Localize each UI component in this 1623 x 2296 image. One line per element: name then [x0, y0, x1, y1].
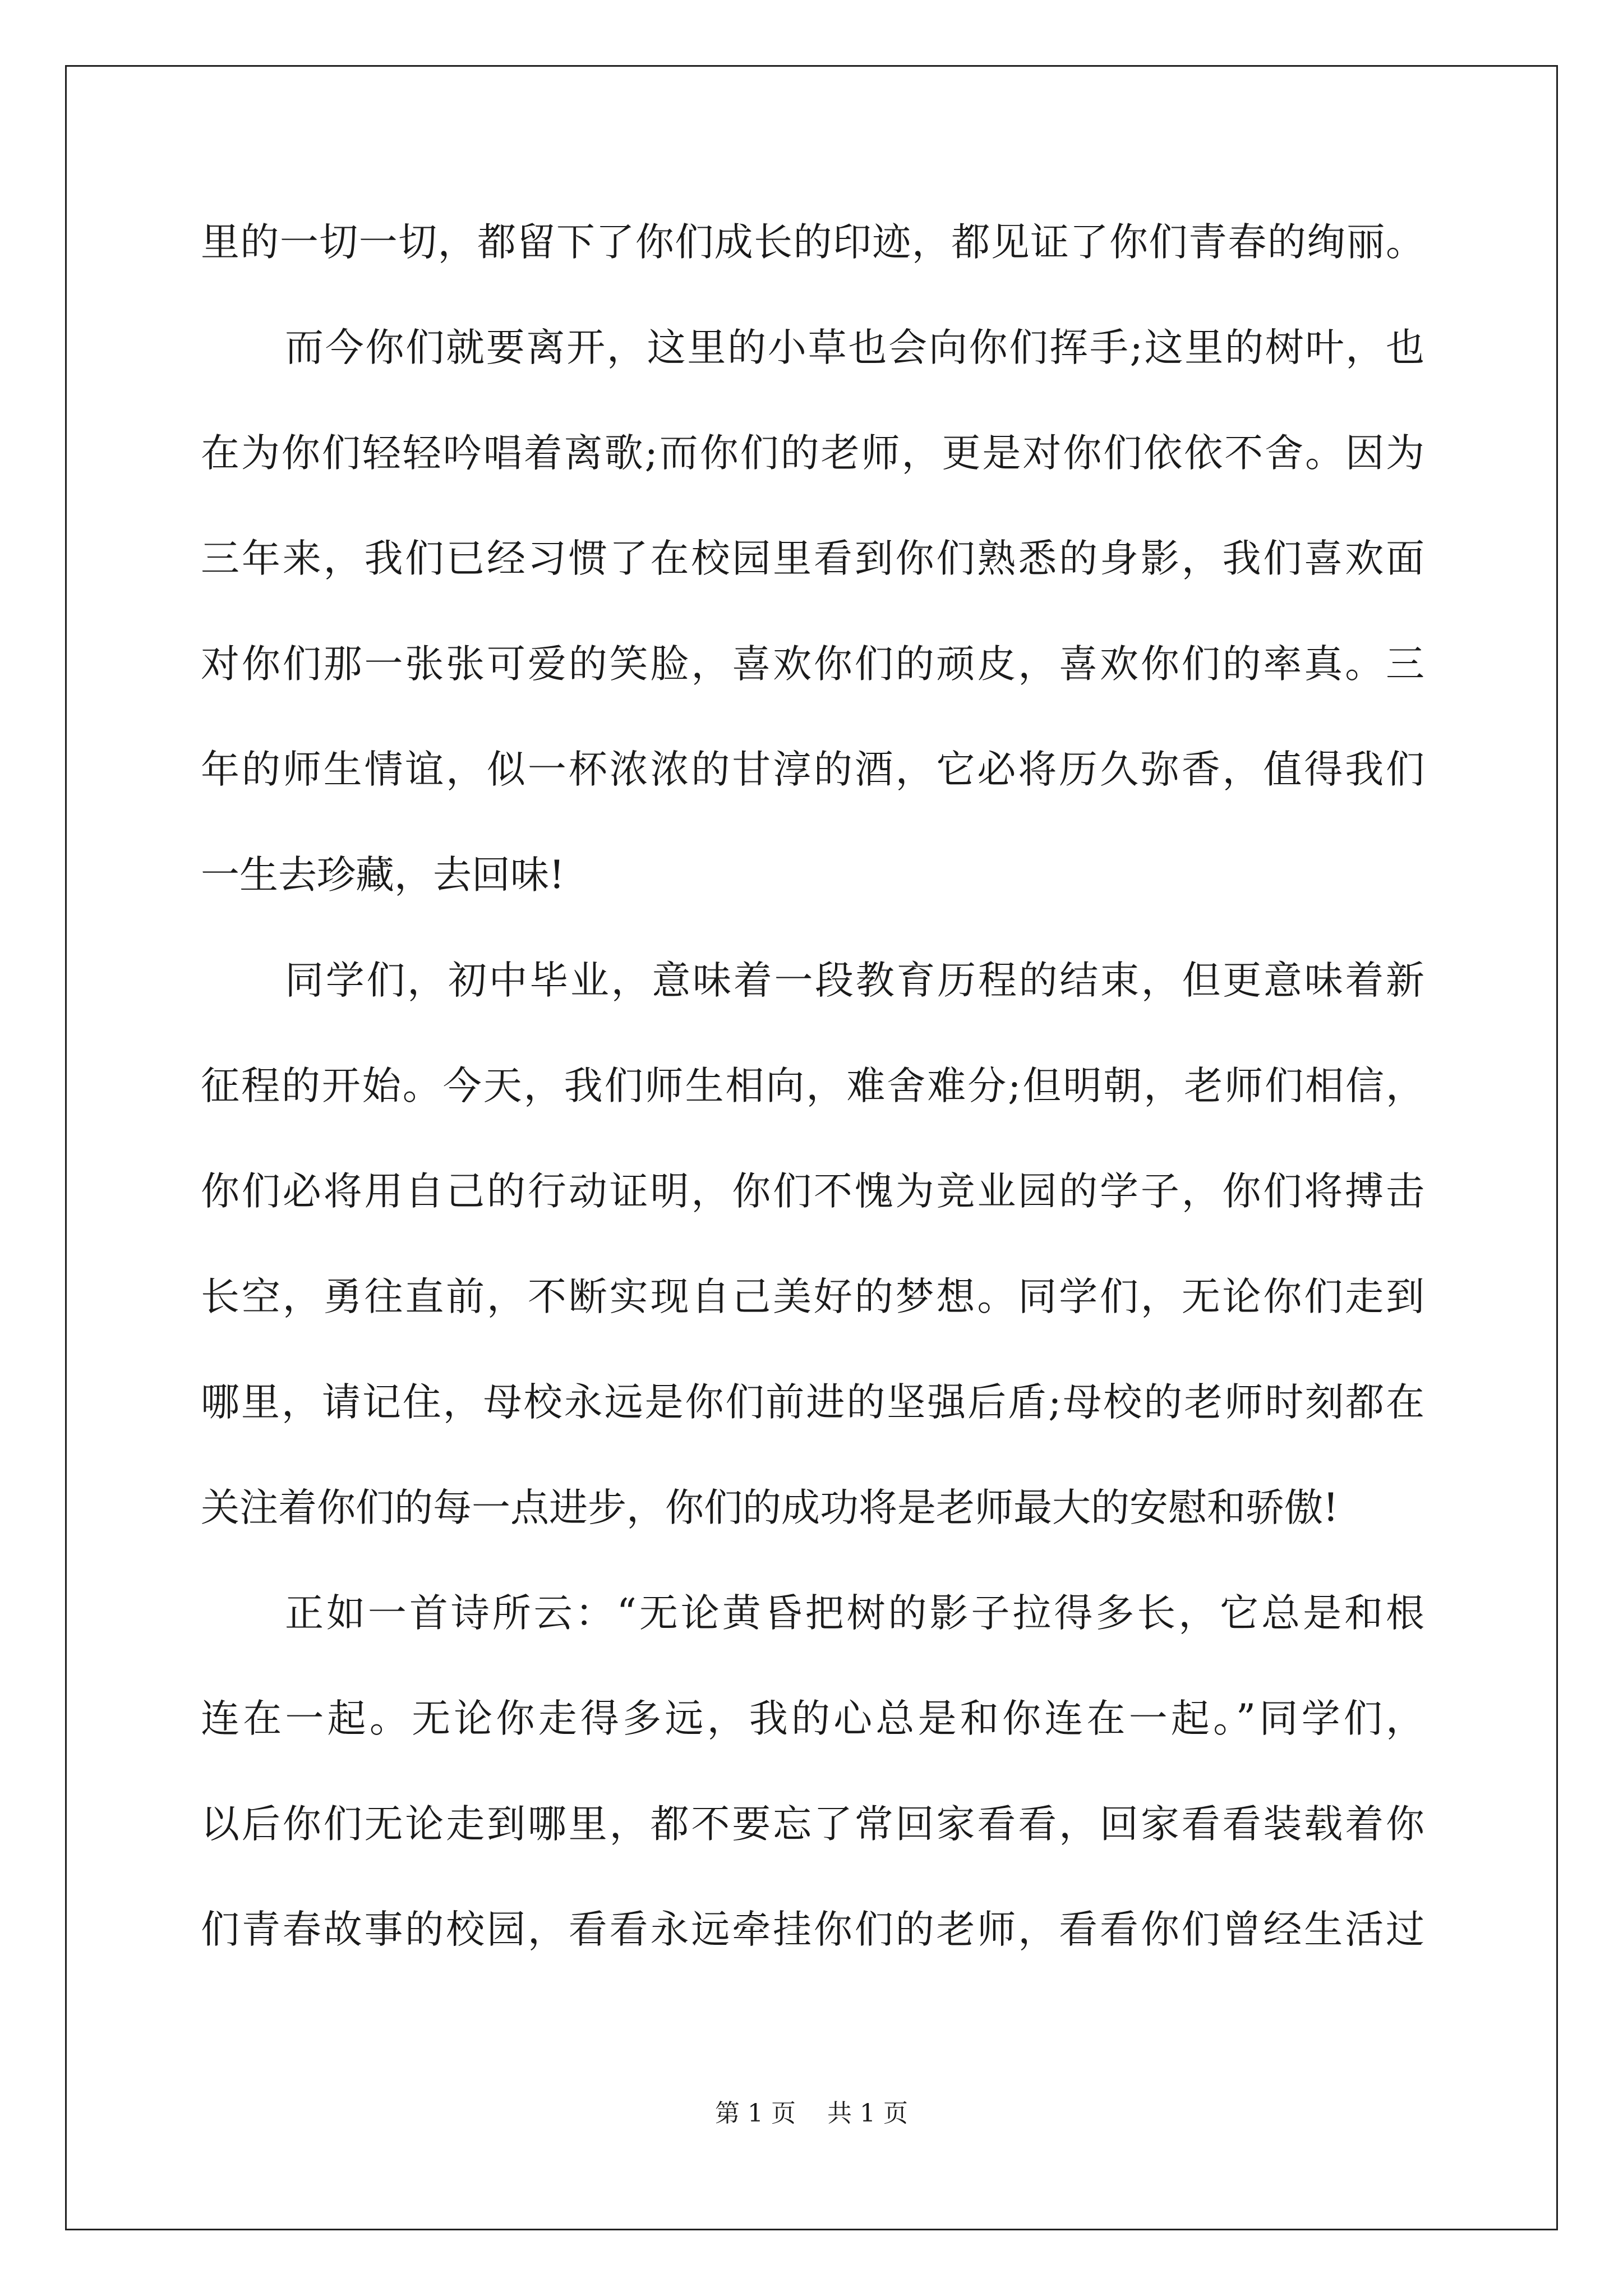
- page-total: 共 1 页: [827, 2099, 908, 2128]
- page-footer: [0, 2097, 1623, 2131]
- paragraph-first-line: 而今你们就要离开，这里的小草也会向你们挥手;这里的树叶，也: [285, 325, 1424, 370]
- text-line: 一生去珍藏，去回味!: [201, 853, 565, 898]
- text-line: 里的一切一切，都留下了你们成长的印迹，都见证了你们青春的绚丽。: [201, 220, 1424, 265]
- text-line: 在为你们轻轻吟唱着离歌;而你们的老师，更是对你们依依不舍。因为: [201, 431, 1424, 476]
- text-line: 以后你们无论走到哪里，都不要忘了常回家看看，回家看看装载着你: [201, 1802, 1424, 1847]
- text-line: 征程的开始。今天，我们师生相向，难舍难分;但明朝，老师们相信，: [201, 1064, 1424, 1108]
- paragraph-first-line: 正如一首诗所云：“无论黄昏把树的影子拉得多长，它总是和根: [285, 1591, 1424, 1636]
- text-line: 长空，勇往直前，不断实现自己美好的梦想。同学们，无论你们走到: [201, 1274, 1424, 1319]
- page-number: 第 1 页: [715, 2099, 796, 2128]
- text-line: 关注着你们的每一点进步，你们的成功将是老师最大的安慰和骄傲!: [201, 1485, 1339, 1530]
- text-line: 哪里，请记住，母校永远是你们前进的坚强后盾;母校的老师时刻都在: [201, 1380, 1424, 1425]
- paragraph-first-line: 同学们，初中毕业，意味着一段教育历程的结束，但更意味着新: [285, 958, 1424, 1003]
- text-line: 你们必将用自己的行动证明，你们不愧为竞业园的学子，你们将搏击: [201, 1169, 1424, 1214]
- body-text: [201, 209, 1424, 2001]
- text-line: 三年来，我们已经习惯了在校园里看到你们熟悉的身影，我们喜欢面: [201, 536, 1424, 581]
- text-line: 们青春故事的校园，看看永远牵挂你们的老师，看看你们曾经生活过: [201, 1907, 1424, 1952]
- text-line: 对你们那一张张可爱的笑脸，喜欢你们的顽皮，喜欢你们的率真。三: [201, 642, 1424, 687]
- text-line: 连在一起。无论你走得多远，我的心总是和你连在一起。”同学们，: [201, 1696, 1424, 1741]
- text-line: 年的师生情谊，似一杯浓浓的甘淳的酒，它必将历久弥香，值得我们: [201, 747, 1424, 792]
